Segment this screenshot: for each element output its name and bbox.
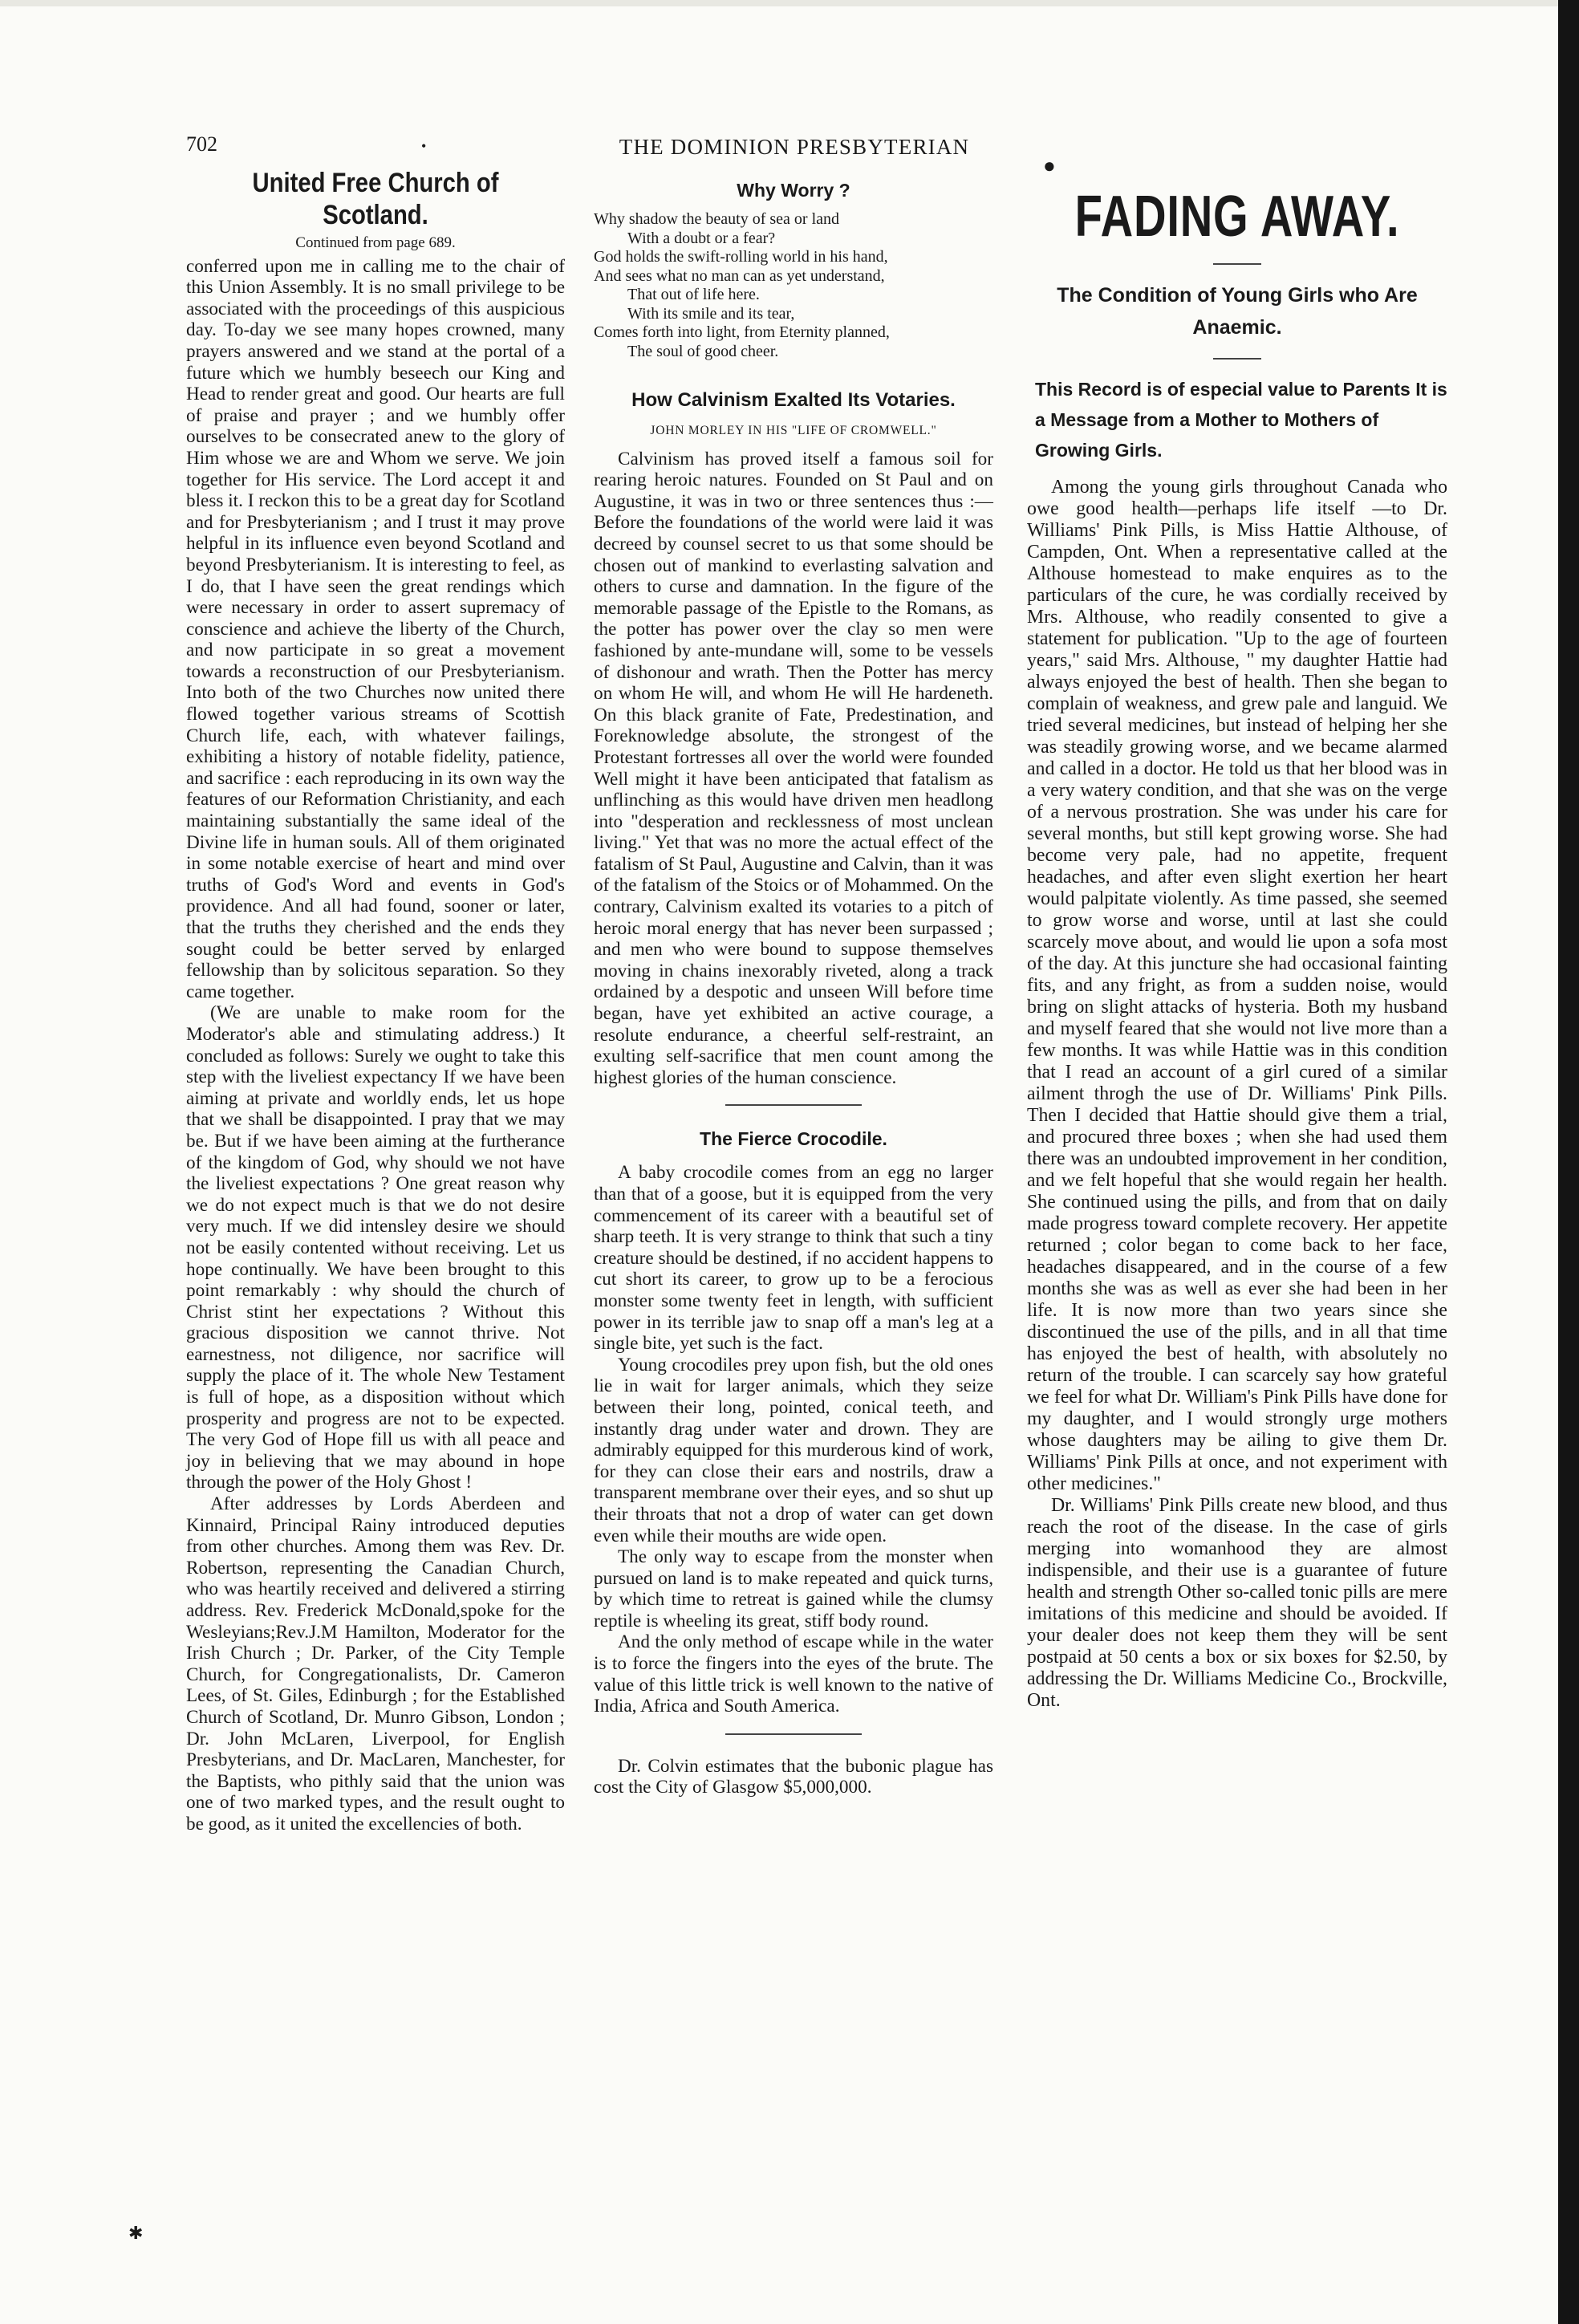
subheadline: The Condition of Young Girls who Are Anaemic. [1057, 284, 1418, 339]
poem-line: With a doubt or a fear? [627, 229, 776, 247]
poem-line: And sees what no man can as yet understand, [594, 266, 885, 285]
headline-fading-away: FADING AWAY. [1074, 185, 1400, 249]
scan-dark-edge [1558, 0, 1579, 2324]
paragraph: (We are unable to make room for the Moderator's able and stimulating address.) It concluded as follows: Surely we ought to take this step with the liveliest expectancy If we have been aiming at private and worldly ends, let us hope that we shall be disappointed. I pray that we may be. But if we have been aiming at the furtherance of the kingdom of God, why should we not have the liveliest expectations ? One great reason why we do not expect much is that we do not desire very much. If we did intensley desire we should not be easily contented without receiving. Let us hope continually. We have been brought to this point remarkably : why should the church of Christ stint her expectations ? Without this gracious disposition we cannot thrive. Not earnestness, not diligence, nor sacrifice will supply the place of it. The whole New Testament is full of hope, as a disposition without which prosperity and progress are not to be expected. The very God of Hope fill us with all peace and joy in believing that we may abound in hope through the power of the Holy Ghost ! [186, 1002, 565, 1493]
poem-line: Why shadow the beauty of sea or land [594, 210, 840, 228]
print-mark-bottom: ✱ [128, 2223, 144, 2243]
section-divider [725, 1104, 862, 1106]
headline-rule [1213, 263, 1261, 265]
paragraph: Calvinism has proved itself a famous soil for rearing heroic natures. Founded on St Paul and on Augustine, it was in two or three sentences thus :—Before the foundations of the world were laid it was decreed by counsel secret to us that some should be chosen out of mankind to everlasting salvation and others to curse and damnation. In the figure of the memorable passage of the Epistle to the Romans, as the potter has power over the clay so men were fashioned by ante-mundane will, some to be vessels of dishonour and wrath. Then the Potter has mercy on whom He will, and whom He will He hardeneth. On this black granite of Fate, Predestination, and Foreknowledge absolute, the strongest of the Protestant fortresses all over the world were founded Well might it have been anticipated that fatalism as unflinching as this would have driven men headlong into "desperation and recklessness of most unclean living." Yet that was no more the actual effect of the fatalism of St Paul, Augustine and Calvin, than it was of the fatalism of the Stoics or of Mohammed. On the contrary, Calvinism exalted its votaries to a pitch of heroic moral energy that has never been surpassed ; and men who were bound to suppose themselves moving in chains inexorably riveted, along a track ordained by a despotic and unseen Will before time began, have yet exhibited an active courage, a resolute endurance, a cheerful self-restraint, an exulting self-sacrifice that men count among the highest glories of the human conscience. [594, 448, 993, 1088]
poem-line: The soul of good cheer. [627, 342, 779, 360]
print-mark: • [421, 138, 427, 154]
paragraph: Dr. Williams' Pink Pills create new blood, and thus reach the root of the disease. In the case of girls merging into womanhood they are almost indispensible, and their use is a guarantee of future health and strength Other so-called tonic pills are mere imitations of this medicine and should be avoided. If your dealer does not keep them they will be sent postpaid at 50 cents a box or six boxes for $2.50, by addressing the Dr. Williams Medicine Co., Brockville, Ont. [1027, 1495, 1447, 1711]
poem-line: With its smile and its tear, [627, 304, 795, 323]
paragraph: Young crocodiles prey upon fish, but the old ones lie in wait for larger animals, which they seize between their long, pointed, conical teeth, and instantly drag under water and drown. They are admirably equipped for this murderous kind of work, for they can close their ears and nostrils, draw a transparent membrane over their eyes, and so shut up their throats that not a drop of water can get down even while their mouths are wide open. [594, 1354, 993, 1546]
paragraph: The only way to escape from the monster when pursued on land is to make repeated and quick turns, by which time to retreat is gained while the clumsy reptile is wheeling its great, stiff body round. [594, 1546, 993, 1631]
scan-top-edge [0, 0, 1579, 6]
article-title-calvinism: How Calvinism Exalted Its Votaries. [631, 389, 956, 411]
column-left [186, 136, 565, 1835]
column-right [1027, 136, 1447, 1712]
poem-line: God holds the swift-rolling world in his hand, [594, 248, 888, 266]
column-middle [594, 136, 993, 1798]
paragraph: Dr. Colvin estimates that the bubonic plague has cost the City of Glasgow $5,000,000. [594, 1755, 993, 1798]
paragraph: After addresses by Lords Aberdeen and Kinnaird, Principal Rainy introduced deputies from other churches. Among them was Rev. Dr. Robertson, representing the Canadian Church, who was heartily received and delivered a stirring address. Rev. Frederick McDonald,spoke for the Wesleyians;Rev.J.M Hamilton, Moderator for the Irish Church ; Dr. Parker, of the City Temple Church, for Congregationalists, Dr. Cameron Lees, of St. Giles, Edinburgh ; for the Established Church of Scotland, Dr. Munro Gibson, London ; Dr. John McLaren, Liverpool, for English Presbyterians, and Dr. MacLaren, Manchester, for the Baptists, who pithly said that the union was one of two marked types, and the result ought to be good, as it united the excellencies of both. [186, 1493, 565, 1834]
print-mark-right: ● [1043, 154, 1056, 177]
page-number: 702 [186, 132, 217, 156]
paragraph: conferred upon me in calling me to the chair of this Union Assembly. It is no small privilege to be associated with the proceedings of this auspicious day. To-day we see many hopes crowned, many prayers answered and we stand at the portal of a future which we humbly beseech our King and Head to render great and good. Our hearts are full of praise and prayer ; and we humbly offer ourselves to be consecrated anew to the glory of Him whose we are and Whom we serve. We join together for His service. The Lord accept it and bless it. I reckon this to be a great day for Scotland and for Presbyterianism ; and I trust it may prove helpful in its influence even beyond Scotland and beyond Presbyterianism. It is interesting to feel, as I do, that I have seen the great rendings which were necessary in order to assert supremacy of conscience and achieve the liberty of the Church, and now participate in so great a movement towards a reconstruction of our Presbyterianism. Into both of the two Churches now united there flowed together various streams of Scottish Church life, each, with whatever failings, exhibiting a history of notable fidelity, patience, and sacrifice : each reproducing in its own way the features of our Reformation Christianity, and each maintaining substantially the same ideal of the Divine life in human souls. All of them originated in some notable exercise of heart and mind over truths of God's Word and events in God's providence. And all had found, sooner or later, that the truths they cherished and the ends they sought could be better served by enlarged fellowship than by solicitous separation. So they came together. [186, 255, 565, 1002]
poem-line: Comes forth into light, from Eternity planned, [594, 323, 890, 341]
article-byline: JOHN MORLEY IN HIS "LIFE OF CROMWELL." [650, 424, 937, 437]
paragraph: A baby crocodile comes from an egg no larger than that of a goose, but it is equipped from the very commencement of its career with a beautiful set of sharp teeth. It is very strange to think that such a tiny creature should be destined, if no accident happens to cut short its career, to grow up to be a ferocious monster some twenty feet in length, with sufficient power in its terrible jaw to snap off a man's leg at a single bite, yet such is the fact. [594, 1162, 993, 1355]
poem [594, 210, 993, 361]
article-title-union: United Free Church of Scotland. [252, 168, 499, 230]
article-title-crocodile: The Fierce Crocodile. [700, 1128, 887, 1150]
poem-title: Why Worry ? [737, 180, 850, 201]
lead-text: This Record is of especial value to Parents It is a Message from a Mother to Mothers of Growing Girls. [1035, 379, 1447, 461]
poem-line: That out of life here. [627, 286, 760, 303]
section-divider [725, 1733, 862, 1735]
running-title: THE DOMINION PRESBYTERIAN [619, 135, 970, 159]
paragraph: And the only method of escape while in the water is to force the fingers into the eyes of the brute. The value of this little trick is well known to the native of India, Africa and South America. [594, 1631, 993, 1717]
subheadline-rule [1213, 358, 1261, 360]
paragraph: Among the young girls throughout Canada who owe good health—perhaps life itself —to Dr. Williams' Pink Pills, is Miss Hattie Althouse, of Campden, Ont. When a representative called at the Althouse homestead to make enquires as to the particulars of the cure, he was cordially received by Mrs. Althouse, who readily consented to give a statement for publication. "Up to the age of fourteen years," said Mrs. Althouse, " my daughter Hattie had always enjoyed the best of health. Then she began to complain of weakness, and grew pale and languid. We tried several medicines, but instead of helping her she was steadily growing worse, and we became alarmed and called in a doctor. He told us that her blood was in a very watery condition, and that she was on the verge of a nervous prostration. She was under his care for several months, but still kept growing worse. She had become very pale, had no appetite, frequent headaches, and after even slight exertion her heart would palpitate violently. As time passed, she seemed to grow worse and worse, until at last she could scarcely move about, and would lie upon a sofa most of the day. At this juncture she had occasional fainting fits, and any fright, as from a sudden noise, would bring on slight attacks of hysteria. Both my husband and myself feared that she would not live more than a few months. It was while Hattie was in this condition that I read an account of a girl cured of a similar ailment throgh the use of Dr. Williams' Pink Pills. Then I decided that Hattie should give them a trial, and procured three boxes ; when she had used them there was an undoubted improvement in her condition, and we felt hopeful that she would regain her health. She continued using the pills, and from that on daily made progress toward complete recovery. Her appetite returned ; color began to come back to her face, headaches disappeared, and in the course of a few months she was as well as ever she had been in her life. It is now more than two years since she discontinued the use of the pills, and in all that time has enjoyed the best of health, with absolutely no return of the trouble. I can scarcely say how grateful we feel for what Dr. William's Pink Pills have done for my daughter, and I would strongly urge mothers whose daughters may be ailing to give them Dr. Williams' Pink Pills at once, and not experiment with other medicines." [1027, 477, 1447, 1494]
continued-note: Continued from page 689. [295, 234, 456, 251]
